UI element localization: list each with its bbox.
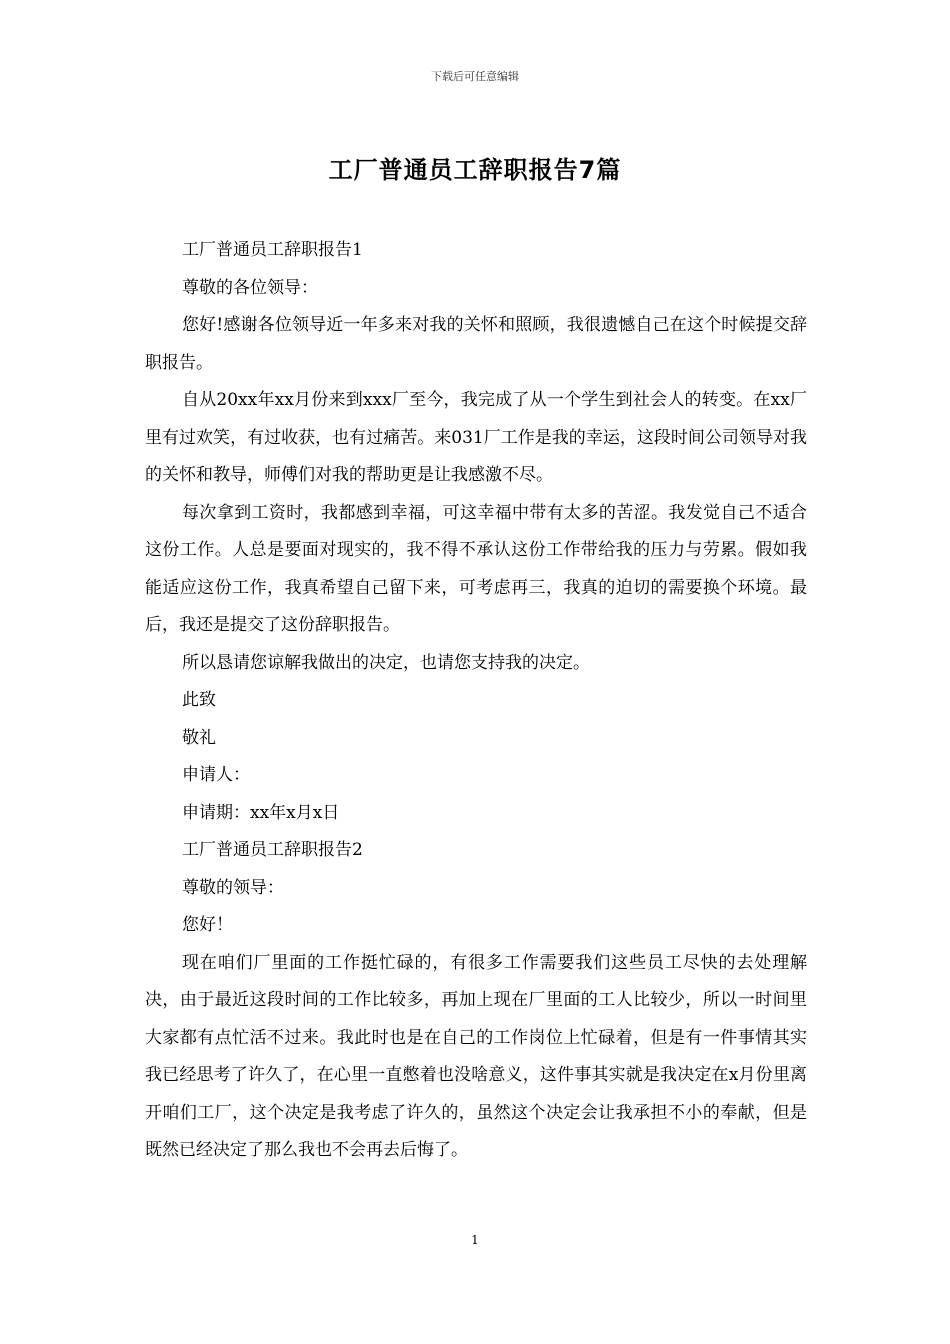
- date-line: 申请期：xx年x月x日: [182, 802, 340, 823]
- greeting: 您好！: [182, 915, 233, 935]
- body-paragraph: 所以恳请您谅解我做出的决定，也请您支持我的决定。: [182, 652, 590, 673]
- applicant-line: 申请人：: [182, 765, 250, 785]
- body-paragraph: 每次拿到工资时，我都感到幸福，可这幸福中带有太多的苦涩。我发觉自己不适合这份工作。人总是要面对现实的，我不得不承认这份工作带给我的压力与劳累。假如我能适应这份工作，我真希望自己留下来，可考虑再三，我真的迫切的需要换个环境。最后，我还是提交了这份辞职报告。: [145, 502, 807, 635]
- page-number: 1: [471, 1233, 479, 1247]
- section-heading-2: 工厂普通员工辞职报告2: [182, 840, 363, 860]
- closing-line: 此致: [182, 690, 216, 710]
- salutation: 尊敬的领导：: [182, 877, 284, 898]
- closing-line: 敬礼: [182, 727, 216, 748]
- salutation: 尊敬的各位领导：: [182, 277, 318, 298]
- document-body: [145, 232, 807, 1170]
- header-note: 下载后可任意编辑: [431, 70, 519, 83]
- body-paragraph: 现在咱们厂里面的工作挺忙碌的，有很多工作需要我们这些员工尽快的去处理解决，由于最近这段时间的工作比较多，再加上现在厂里面的工人比较少，所以一时间里大家都有点忙活不过来。我此时也是在自己的工作岗位上忙碌着，但是有一件事情其实我已经思考了许久了，在心里一直憋着也没啥意义，这件事其实就是我决定在x月份里离开咱们工厂，这个决定是我考虑了许久的，虽然这个决定会让我承担不小的奉献，但是既然已经决定了那么我也不会再去后悔了。: [145, 952, 807, 1160]
- section-heading-1: 工厂普通员工辞职报告1: [182, 240, 363, 260]
- body-paragraph: 您好!感谢各位领导近一年多来对我的关怀和照顾，我很遗憾自己在这个时候提交辞职报告。: [145, 315, 807, 373]
- document-title: 工厂普通员工辞职报告7篇: [328, 156, 622, 184]
- body-paragraph: 自从20xx年xx月份来到xxx厂至今，我完成了从一个学生到社会人的转变。在xx厂里有过欢笑，有过收获，也有过痛苦。来031厂工作是我的幸运，这段时间公司领导对我的关怀和教导，师傅们对我的帮助更是让我感激不尽。: [145, 390, 807, 485]
